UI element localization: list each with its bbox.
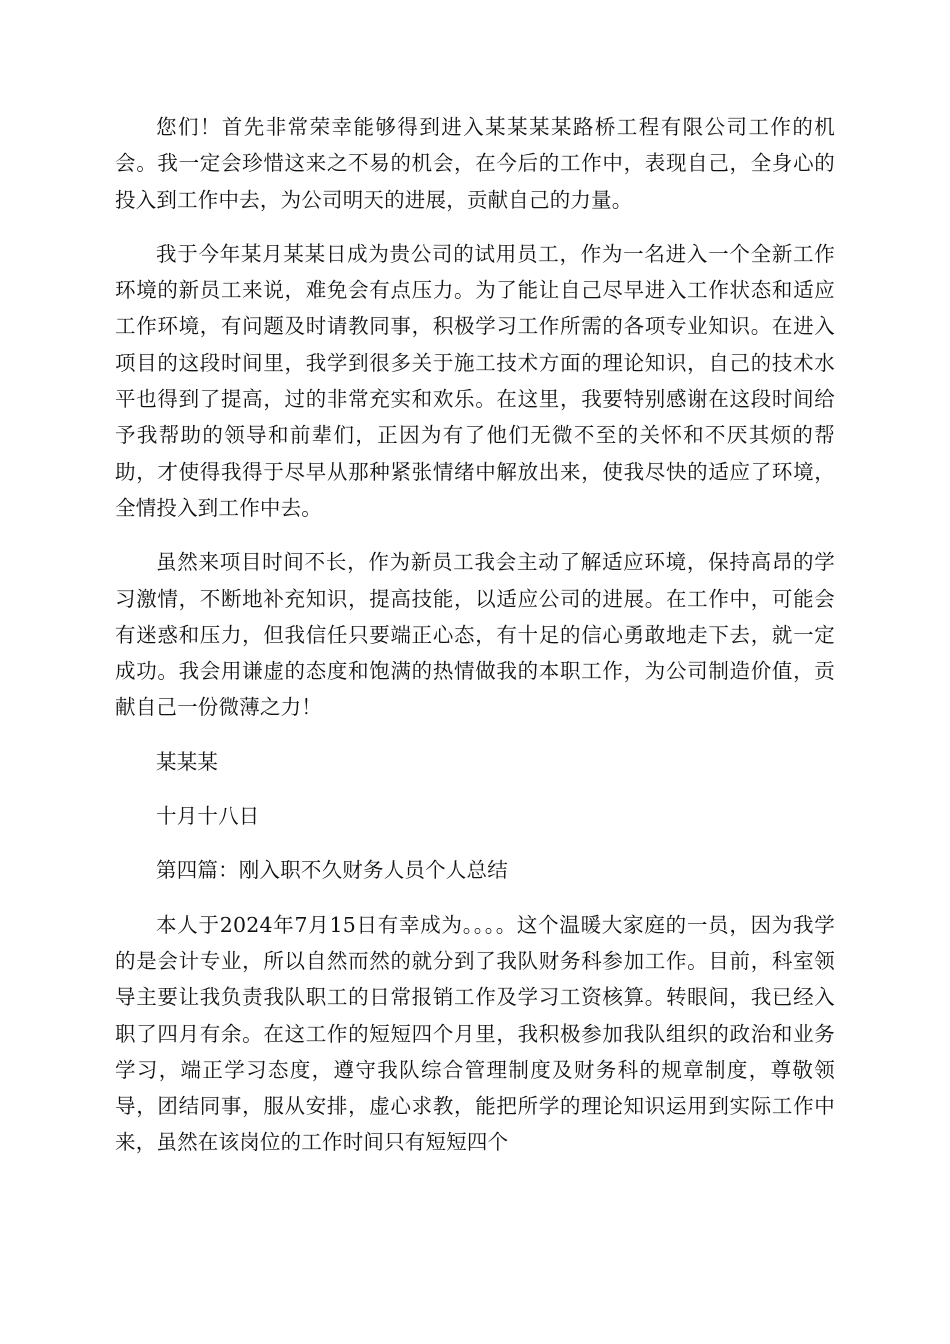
paragraph-commitment: 虽然来项目时间不长，作为新员工我会主动了解适应环境，保持高昂的学习激情，不断地补充知识，提高技能，以适应公司的进展。在工作中，可能会有迷惑和压力，但我信任只要端正心态，有十足的信心勇敢地走下去，就一定成功。我会用谦虚的态度和饱满的热情做我的本职工作，为公司制造价值，贡献自己一份微薄之力！ — [115, 550, 835, 720]
paragraph-trial-period: 我于今年某月某某日成为贵公司的试用员工，作为一名进入一个全新工作环境的新员工来说，难免会有点压力。为了能让自己尽早进入工作状态和适应工作环境，有问题及时请教同事，积极学习工作所需的各项专业知识。在进入项目的这段时间里，我学到很多关于施工技术方面的理论知识，自己的技术水平也得到了提高，过的非常充实和欢乐。在这里，我要特别感谢在这段时间给予我帮助的领导和前辈们，正因为有了他们无微不至的关怀和不厌其烦的帮助，才使得我得于尽早从那种紧张情绪中解放出来，使我尽快的适应了环境，全情投入到工作中去。 — [115, 241, 835, 520]
signature-date: 十月十八日 — [156, 804, 260, 829]
document-page — [115, 109, 835, 1161]
section-heading: 第四篇：刚入职不久财务人员个人总结 — [156, 858, 508, 883]
signature-name: 某某某 — [156, 749, 219, 774]
paragraph-intro: 您们！首先非常荣幸能够得到进入某某某某路桥工程有限公司工作的机会。我一定会珍惜这来之不易的机会，在今后的工作中，表现自己，全身心的投入到工作中去，为公司明天的进展，贡献自己的力量。 — [115, 115, 835, 212]
paragraph-finance-summary: 本人于2024年7月15日有幸成为。。。。这个温暖大家庭的一员，因为我学的是会计专业，所以自然而然的就分到了我队财务科参加工作。目前，科室领导主要让我负责我队职工的日常报销工作及学习工资核算。转眼间，我已经入职了四月有余。在这工作的短短四个月里，我积极参加我队组织的政治和业务学习，端正学习态度，遵守我队综合管理制度及财务科的规章制度，尊敬领导，团结同事，服从安排，虚心求教，能把所学的理论知识运用到实际工作中来，虽然在该岗位的工作时间只有短短四个 — [115, 912, 835, 1155]
